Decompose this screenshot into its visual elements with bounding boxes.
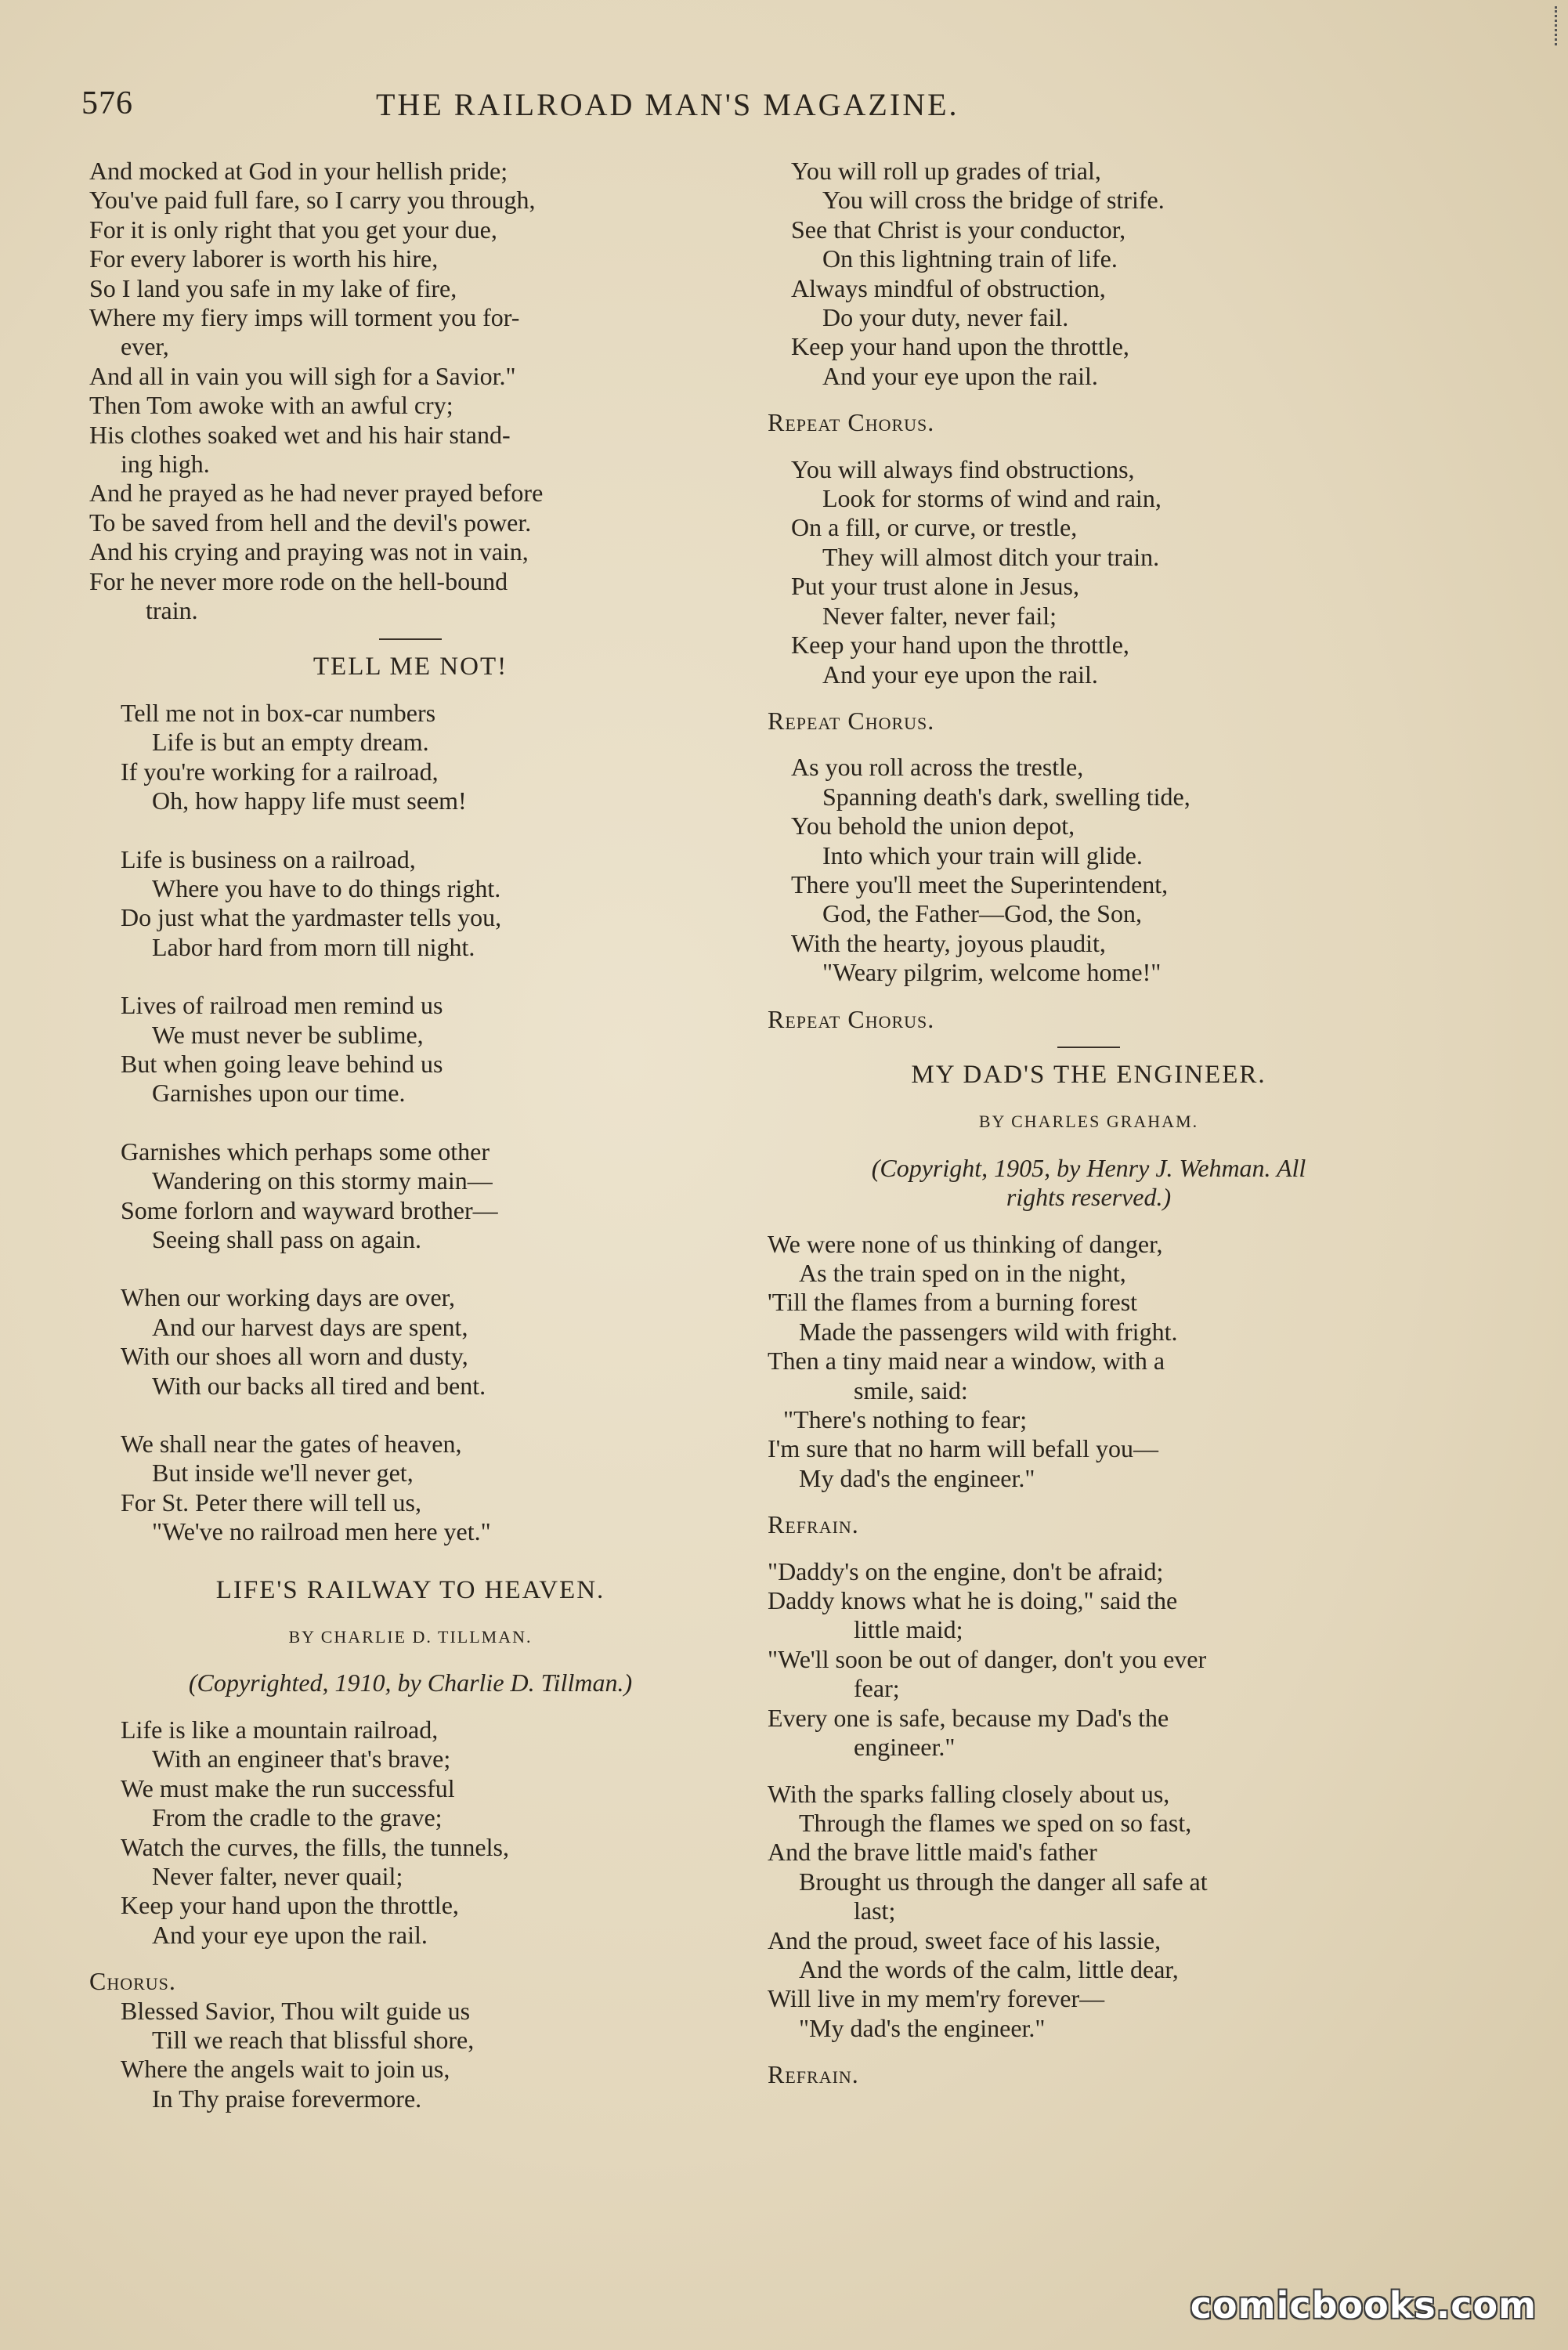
lifes-railway-stanza-2 <box>768 157 1410 391</box>
repeat-chorus-label: Repeat Chorus. <box>768 408 935 437</box>
poem-line: smile, said: <box>854 1376 968 1405</box>
poem-line: And your eye upon the rail. <box>152 1920 428 1949</box>
poem-line: My dad's the engineer." <box>799 1463 1035 1492</box>
poem-line: For St. Peter there will tell us, <box>121 1488 421 1517</box>
poem-line: Where my fiery imps will torment you for- <box>89 303 520 332</box>
lifes-railway-stanza-3 <box>768 455 1410 689</box>
poem-line: And your eye upon the rail. <box>822 660 1098 689</box>
poem-line: Some forlorn and wayward brother— <box>121 1195 498 1224</box>
poem-line: "We'll soon be out of danger, don't you ever <box>768 1644 1207 1673</box>
poem-line: Wandering on this stormy main— <box>152 1166 493 1195</box>
poem-line: Where the angels wait to join us, <box>121 2055 450 2084</box>
poem-line: Will live in my mem'ry forever— <box>768 1984 1105 2013</box>
poem-line: Till we reach that blissful shore, <box>152 2025 475 2054</box>
poem-line: But when going leave behind us <box>121 1049 443 1078</box>
poem-line: Into which your train will glide. <box>822 841 1143 870</box>
poem-line: fear; <box>854 1674 900 1703</box>
poem-line: Do just what the yardmaster tells you, <box>121 903 502 932</box>
poem-line: Where you have to do things right. <box>152 873 501 902</box>
poem-line: Put your trust alone in Jesus, <box>791 572 1079 601</box>
stanza <box>121 1283 732 1401</box>
poem-line: From the cradle to the grave; <box>152 1803 443 1832</box>
poem-line: For he never more rode on the hell-bound <box>89 566 508 595</box>
poem-line: With the sparks falling closely about us, <box>768 1779 1170 1808</box>
poem-line: 'Till the flames from a burning forest <box>768 1288 1138 1317</box>
poem-line: Seeing shall pass on again. <box>152 1225 421 1253</box>
poem-line: Garnishes which perhaps some other <box>121 1137 490 1166</box>
poem-line: You behold the union depot, <box>791 812 1075 841</box>
byline: BY CHARLIE D. TILLMAN. <box>288 1627 533 1647</box>
poem-line: On this lightning train of life. <box>822 244 1118 273</box>
repeat-chorus-label: Repeat Chorus. <box>768 706 935 735</box>
poem-line: Never falter, never quail; <box>152 1861 403 1890</box>
poem-line: But inside we'll never get, <box>152 1459 414 1488</box>
poem-line: Always mindful of obstruction, <box>791 273 1106 302</box>
poem-line: On a fill, or curve, or trestle, <box>791 513 1078 542</box>
repeat-chorus-label: Repeat Chorus. <box>768 1004 935 1033</box>
poem-line: Do your duty, never fail. <box>822 303 1069 332</box>
poem-line: Garnishes upon our time. <box>152 1079 406 1108</box>
poem-title-lifes-railway: LIFE'S RAILWAY TO HEAVEN. <box>215 1575 605 1604</box>
copyright-notice: rights reserved.) <box>1006 1183 1172 1212</box>
copyright-notice: (Copyrighted, 1910, by Charlie D. Tillman.) <box>188 1668 633 1697</box>
poem-line: And our harvest days are spent, <box>152 1312 468 1341</box>
poem-line: And the proud, sweet face of his lassie, <box>768 1925 1162 1954</box>
stanza <box>121 991 732 1108</box>
poem-line: Every one is safe, because my Dad's the <box>768 1703 1169 1732</box>
poem-line: Then Tom awoke with an awful cry; <box>89 391 453 420</box>
poem-line: "My dad's the engineer." <box>799 2013 1046 2042</box>
poem-line: And the brave little maid's father <box>768 1838 1097 1867</box>
poem-line: They will almost ditch your train. <box>822 542 1160 571</box>
poem-line: We were none of us thinking of danger, <box>768 1229 1163 1258</box>
poem-line: And mocked at God in your hellish pride; <box>89 157 508 185</box>
poem-line: Look for storms of wind and rain, <box>822 484 1162 513</box>
byline: BY CHARLES GRAHAM. <box>978 1112 1199 1132</box>
stanza <box>121 845 732 963</box>
poem-line: train. <box>146 596 198 625</box>
lifes-railway-stanza-1 <box>89 1716 732 1950</box>
poem-line: Watch the curves, the fills, the tunnels, <box>121 1832 509 1861</box>
poem-line: And the words of the calm, little dear, <box>799 1954 1179 1983</box>
chorus <box>89 1997 732 2114</box>
poem-line: And all in vain you will sigh for a Savior." <box>89 361 516 390</box>
lifes-railway-stanza-4 <box>768 753 1410 987</box>
poem-line: And his crying and praying was not in vain, <box>89 537 529 566</box>
poem-line: God, the Father—God, the Son, <box>822 899 1142 928</box>
poem-line: With an engineer that's brave; <box>152 1744 451 1773</box>
my-dad-stanza-1 <box>768 1230 1410 1494</box>
my-dad-stanza-2 <box>768 1780 1410 2044</box>
page-edge-mark <box>1555 6 1562 45</box>
poem-line: "There's nothing to fear; <box>783 1405 1028 1434</box>
poem-line: His clothes soaked wet and his hair stand- <box>89 420 511 449</box>
poem-line: Brought us through the danger all safe at <box>799 1867 1208 1896</box>
poem-line: Then a tiny maid near a window, with a <box>768 1347 1165 1376</box>
poem-line: Life is like a mountain railroad, <box>121 1715 439 1744</box>
poem-line: engineer." <box>854 1733 956 1762</box>
poem-line: Keep your hand upon the throttle, <box>791 332 1129 361</box>
poem-line: I'm sure that no harm will befall you— <box>768 1434 1158 1463</box>
right-column <box>768 157 1410 2090</box>
poem-line: Oh, how happy life must seem! <box>152 786 467 815</box>
poem-line: Made the passengers wild with fright. <box>799 1317 1178 1346</box>
refrain-label: Refrain. <box>768 2060 859 2089</box>
left-column <box>89 157 732 2113</box>
poem-line: With the hearty, joyous plaudit, <box>791 928 1106 957</box>
poem-line: With our backs all tired and bent. <box>152 1371 486 1400</box>
poem-line: There you'll meet the Superintendent, <box>791 870 1169 898</box>
poem-line: And your eye upon the rail. <box>822 361 1098 390</box>
poem-line: When our working days are over, <box>121 1283 456 1312</box>
poem-line: Through the flames we sped on so fast, <box>799 1808 1192 1837</box>
running-title: THE RAILROAD MAN'S MAGAZINE. <box>376 87 959 122</box>
refrain <box>768 1557 1410 1762</box>
stanza <box>121 1430 732 1547</box>
poem-line: Tell me not in box-car numbers <box>121 698 436 727</box>
poem-line: Blessed Savior, Thou wilt guide us <box>121 1996 471 2025</box>
poem-line: Spanning death's dark, swelling tide, <box>822 782 1190 811</box>
poem-line: last; <box>854 1896 896 1925</box>
poem-title-tell-me-not: TELL ME NOT! <box>313 652 508 681</box>
poem-line: You've paid full fare, so I carry you through, <box>89 186 536 215</box>
poem-line: We must make the run successful <box>121 1773 455 1802</box>
poem-title-my-dad: MY DAD'S THE ENGINEER. <box>911 1060 1266 1089</box>
poem-line: Lives of railroad men remind us <box>121 991 443 1020</box>
poem-line: ever, <box>121 332 169 361</box>
poem-line: "Daddy's on the engine, don't be afraid; <box>768 1556 1164 1585</box>
site-watermark: comicbooks.com <box>1190 2284 1537 2326</box>
poem-line: Never falter, never fail; <box>822 601 1057 630</box>
poem-line: In Thy praise forevermore. <box>152 2084 422 2113</box>
poem-line: With our shoes all worn and dusty, <box>121 1342 468 1371</box>
poem-line: You will roll up grades of trial, <box>791 157 1101 185</box>
poem-line: You will cross the bridge of strife. <box>822 186 1165 215</box>
poem-line: You will always find obstructions, <box>791 454 1135 483</box>
poem-line: Daddy knows what he is doing," said the <box>768 1586 1178 1615</box>
poem-line: Life is business on a railroad, <box>121 844 416 873</box>
poem-line: If you're working for a railroad, <box>121 757 439 786</box>
poem-line: Labor hard from morn till night. <box>152 932 475 961</box>
poem-line: To be saved from hell and the devil's power. <box>89 508 532 537</box>
poem-line: As you roll across the trestle, <box>791 753 1084 782</box>
poem-line: "We've no railroad men here yet." <box>152 1517 491 1546</box>
poem-line: For it is only right that you get your due, <box>89 215 497 244</box>
poem-line: Keep your hand upon the throttle, <box>121 1891 459 1920</box>
poem-line: Life is but an empty dream. <box>152 728 429 757</box>
copyright-notice: (Copyright, 1905, by Henry J. Wehman. All <box>871 1153 1306 1182</box>
continued-poem <box>89 157 732 626</box>
section-divider <box>1057 1047 1120 1048</box>
poem-line: "Weary pilgrim, welcome home!" <box>822 958 1162 987</box>
poem-line: ing high. <box>121 450 210 479</box>
section-divider <box>379 638 442 640</box>
refrain-label: Refrain. <box>768 1510 859 1539</box>
poem-line: For every laborer is worth his hire, <box>89 244 439 273</box>
poem-line: So I land you safe in my lake of fire, <box>89 273 457 302</box>
poem-line: We shall near the gates of heaven, <box>121 1430 462 1459</box>
page-number: 576 <box>81 85 133 121</box>
tell-me-not-poem <box>89 699 732 1547</box>
poem-line: As the train sped on in the night, <box>799 1259 1126 1287</box>
poem-line: And he prayed as he had never prayed before <box>89 479 544 508</box>
poem-line: Keep your hand upon the throttle, <box>791 631 1129 660</box>
chorus-label: Chorus. <box>89 1967 176 1996</box>
stanza <box>121 699 732 816</box>
poem-line: See that Christ is your conductor, <box>791 215 1126 244</box>
poem-line: little maid; <box>854 1615 963 1644</box>
stanza <box>121 1137 732 1255</box>
poem-line: We must never be sublime, <box>152 1020 424 1049</box>
